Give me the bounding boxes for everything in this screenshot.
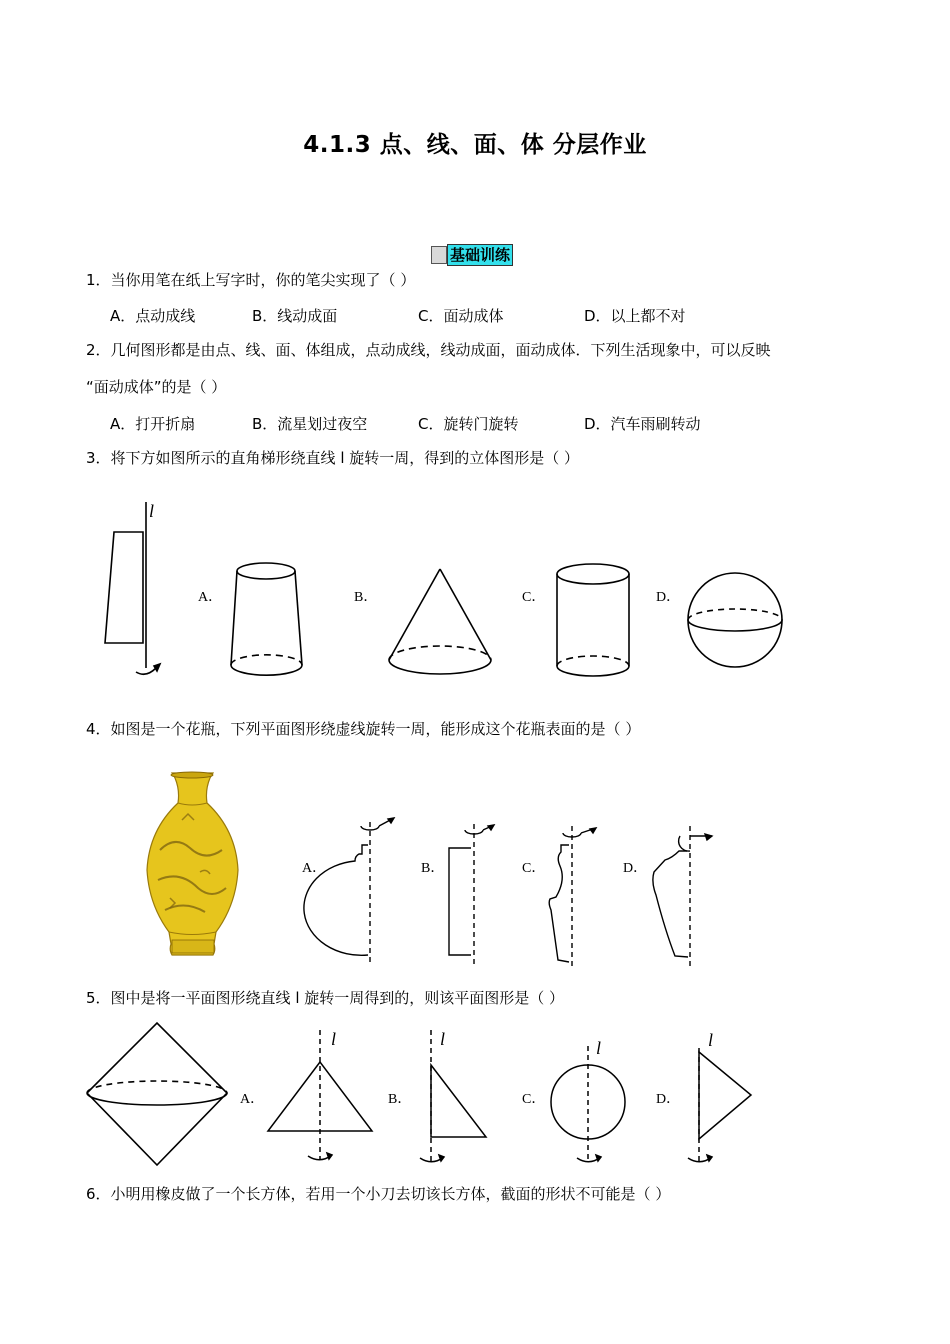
q5-option-a-triangle[interactable] [268, 1030, 372, 1160]
q3-axis-label: l [149, 501, 155, 521]
q3-label-d: D． [656, 590, 681, 605]
question-6-stem: 6．小明用橡皮做了一个长方体，若用一个小刀去切该长方体，截面的形状不可能是（ ） [86, 1185, 671, 1203]
section-label: 基础训练 [447, 244, 513, 266]
q5-label-d: D． [656, 1092, 681, 1107]
question-2-stem-line1: 2．几何图形都是由点、线、面、体组成，点动成线，线动成面，面动成体．下列生活现象中，可以反映 [86, 341, 771, 359]
q3-label-a: A． [198, 590, 223, 605]
q5-c-axis-label: l [596, 1038, 602, 1058]
q1-option-a[interactable]: A．点动成线 [110, 307, 196, 325]
q5-label-b: B． [388, 1092, 412, 1107]
q5-option-b-right-triangle[interactable] [420, 1030, 486, 1163]
q5-double-cone [87, 1023, 227, 1165]
q3-label-c: C． [522, 590, 546, 605]
q5-d-axis-label: l [708, 1030, 714, 1050]
question-2-stem-line2: “面动成体”的是（ ） [86, 378, 227, 396]
page-title: 4.1.3 点、线、面、体 分层作业 [303, 132, 647, 158]
q5-b-axis-label: l [440, 1029, 446, 1049]
question-3-stem: 3．将下方如图所示的直角梯形绕直线 l 旋转一周，得到的立体图形是（ ） [86, 449, 580, 467]
q5-option-d-triangle[interactable] [688, 1048, 751, 1163]
q5-label-a: A． [240, 1092, 265, 1107]
q2-option-c[interactable]: C．旋转门旋转 [418, 415, 519, 433]
q5-label-c: C． [522, 1092, 546, 1107]
q4-label-c: C． [522, 861, 546, 876]
q1-option-d[interactable]: D．以上都不对 [584, 307, 686, 325]
q1-option-c[interactable]: C．面动成体 [418, 307, 504, 325]
q1-option-b[interactable]: B．线动成面 [252, 307, 338, 325]
q5-a-axis-label: l [331, 1029, 337, 1049]
question-4-stem: 4．如图是一个花瓶，下列平面图形绕虚线旋转一周，能形成这个花瓶表面的是（ ） [86, 720, 641, 738]
q2-option-b[interactable]: B．流星划过夜空 [252, 415, 368, 433]
q5-option-c-circle[interactable] [551, 1046, 625, 1163]
q2-option-a[interactable]: A．打开折扇 [110, 415, 196, 433]
q4-label-b: B． [421, 861, 445, 876]
question-1-stem: 1．当你用笔在纸上写字时，你的笔尖实现了（ ） [86, 271, 416, 289]
q3-label-b: B． [354, 590, 378, 605]
q4-label-a: A． [302, 861, 327, 876]
q4-label-d: D． [623, 861, 648, 876]
question-5-stem: 5．图中是将一平面图形绕直线 l 旋转一周得到的，则该平面图形是（ ） [86, 989, 565, 1007]
q2-option-d[interactable]: D．汽车雨刷转动 [584, 415, 701, 433]
